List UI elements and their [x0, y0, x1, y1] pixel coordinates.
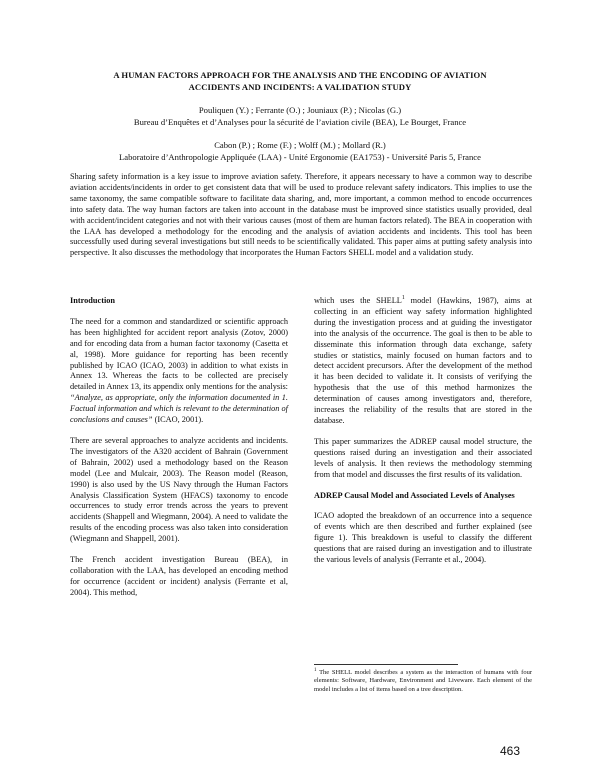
intro-paragraph-3: The French accident investigation Bureau (BEA), in collaboration with the LAA, has developed an encoding method for occurrence (accident or incident) analysis (Ferrante et al, 2004). This method, — [70, 555, 288, 597]
author-names: Pouliquen (Y.) ; Ferrante (O.) ; Jouniaux (P.) ; Nicolas (G.) — [198, 105, 402, 115]
right-paragraph-3: ICAO adopted the breakdown of an occurrence into a sequence of events which are then described and further explained (see figure 1). This breakdown is useful to classify the different questions that are raised during an investigation and to illustrate the various levels of analysis (Ferrante et al., 2004). — [314, 511, 532, 565]
section-heading-introduction: Introduction — [70, 296, 116, 305]
intro-paragraph-2: There are several approaches to analyze accidents and incidents. The investigators of the A320 accident of Bahrain (Government of Bahrain, 2002) used a methodology based on the Reason model (Lee and Mulcair, 2003). The Reason model (Reason, 1990) is also used by the US Navy through the Human Factors Analysis Classification System (HFACS) taxonomy to encode occurrences to study error trends across the years to prevent accidents (Shappell and Wiegmann, 2004). A need to validate the results of the encoding process was also taken into consideration (Wiegmann and Shappell, 2001). — [70, 435, 288, 544]
footnote: $^1$ The SHELL model describes a system as the interaction of humans with four elements: Software, Hardware, Environment and Liveware. Each element of the model includes a list of items based on a tree description. — [314, 667, 532, 693]
author-group-bea — [40, 104, 560, 128]
right-paragraph-1: which uses the SHELL$^1$ model (Hawkins, 1987), aims at collecting in an efficient way safety information highlighted during the investigation process and at guiding the investigator into the analysis of the occurrence. The goal is then to be able to disseminate this information through data exchange, safety studies or statistics, mainly focused on human factors and to detect accident precursors. After the development of the method it has been decided to validate it. It consists of verifying the hypothesis that the use of this method harmonizes the determination of causes among investigators and, therefore, increases the reliability of the results that are stored in the database. — [314, 295, 532, 425]
title-line-1: A HUMAN FACTORS APPROACH FOR THE ANALYSIS AND THE ENCODING OF AVIATION — [113, 70, 487, 80]
footnote-reference: 1 — [401, 295, 405, 302]
abstract: Sharing safety information is a key issue to improve aviation safety. Therefore, it appears necessary to have a common way to describe aviation accidents/incidents in order to get consistent data that will be used to produce relevant safety indicators. This implies to use the same taxonomy, the same compatible software to facilitate data sharing, and, more important, a common method to encode occurrences into safety data. The way human factors are taken into account in the database must be improved since statistics usually provided, deal with accident/incident categories and not with their various causes (most of them are human factors related). The BEA in cooperation with the LAA has developed a methodology for the encoding and the analysis of aviation accidents and incidents. This tool has been successfully used during several investigations but still needs to be scientifically validated. This paper aims at putting safety analysis into perspective. It also discusses the methodology that incorporates the Human Factors SHELL model and a validation study. — [70, 172, 532, 258]
right-column — [314, 296, 532, 576]
author-affiliation: Laboratoire d’Anthropologie Appliquée (LAA) - Unité Ergonomie (EA1753) - Université Paris 5, France — [119, 152, 481, 162]
page-number: 463 — [500, 744, 521, 758]
right-paragraph-2: This paper summarizes the ADREP causal model structure, the questions raised during an investigation and their associated levels of analysis. It then reviews the methodology stemming from that model and discusses the first results of its validation. — [314, 436, 532, 479]
author-names: Cabon (P.) ; Rome (F.) ; Wolff (M.) ; Mollard (R.) — [214, 140, 386, 150]
intro-paragraph-1: The need for a common and standardized or scientific approach has been highlighted for accident report analysis (Zotov, 2000) and for encoding data from a human factor taxonomy (Casetta et al, 1998). More guidance for reporting has been recently published by ICAO (ICAO, 2003) in addition to what exists in Annex 13. Whereas the facts to be collected are precisely detailed in Annex 13, its appendix only mentions for the analysis: “Analyze, as appropriate, only the information documented in 1. Factual information and which is relevant to the determination of conclusions and causes” (ICAO, 2001). — [70, 316, 288, 425]
paper-title — [60, 70, 540, 93]
footnote-divider — [314, 664, 458, 665]
section-heading-adrep: ADREP Causal Model and Associated Levels of Analyses — [314, 490, 515, 500]
title-line-2: ACCIDENTS AND INCIDENTS: A VALIDATION STUDY — [188, 81, 412, 92]
author-affiliation: Bureau d’Enquêtes et d’Analyses pour la sécurité de l’aviation civile (BEA), Le Bourget, France — [133, 117, 467, 127]
author-group-laa — [40, 139, 560, 163]
left-column — [70, 296, 288, 609]
